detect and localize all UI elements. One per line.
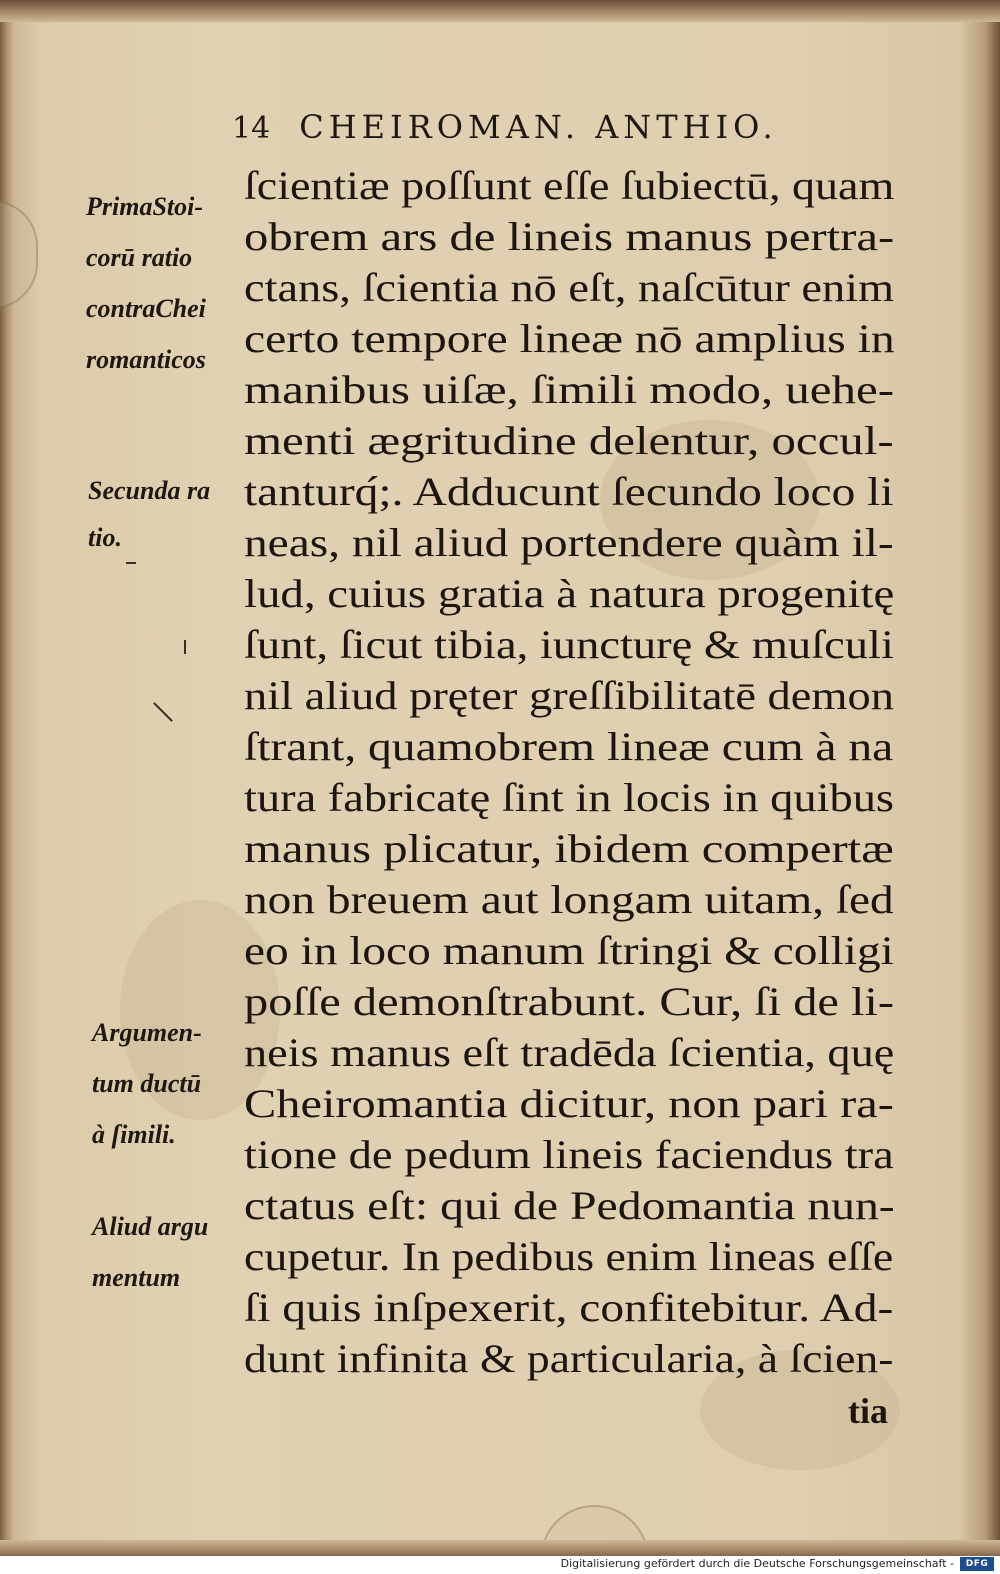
marginal-note: mentum (92, 1263, 181, 1292)
marginal-note: à ſimili. (92, 1120, 176, 1149)
marginal-note: Argumen- (92, 1018, 202, 1047)
text-line: Cheiromantia dicitur, non pari ra- (244, 1081, 894, 1126)
text-line: manibus uiſæ, ſimili modo, uehe- (244, 367, 895, 412)
text-line: non breuem aut longam uitam, ſed (244, 877, 894, 922)
text-line: tura fabricatę ſint in locis in quibus (244, 775, 895, 820)
text-line: lud, cuius gratia à natura progenitę (244, 571, 895, 616)
marginal-note: Secunda ra (88, 476, 211, 505)
text-line: poſſe demonſtrabunt. Cur, ſi de li- (244, 979, 894, 1024)
marginal-note: contraChei (86, 294, 206, 323)
marginal-note: tio. (88, 523, 122, 552)
marginal-note: corū ratio (86, 243, 193, 272)
text-line: tanturq́;. Adducunt ſecundo loco li (244, 469, 894, 514)
text-line: cupetur. In pedibus enim lineas eſſe (244, 1234, 894, 1279)
running-head: CHEIROMAN. ANTHIO. (299, 108, 778, 146)
text-line: nil aliud pręter greſſibilitatē demon (244, 673, 894, 718)
text-line: obrem ars de lineis manus pertra- (244, 214, 895, 259)
text-line: ſtrant, quamobrem lineæ cum à na (244, 724, 894, 769)
text-line: menti ægritudine delentur, occul- (244, 418, 894, 463)
text-line: certo tempore lineæ nō amplius in (244, 316, 895, 361)
ink-mark (184, 640, 186, 654)
text-line: eo in loco manum ſtringi & colligi (244, 928, 894, 973)
marginal-note: PrimaStoi- (86, 192, 204, 221)
folio-number: 14 (232, 111, 271, 146)
marginal-note: romanticos (86, 345, 206, 374)
text-line: dunt infinita & particularia, à ſcien- (244, 1336, 894, 1381)
marginal-note: Aliud argu (92, 1212, 209, 1241)
page-top-edge (0, 0, 1000, 22)
text-line: neas, nil aliud portendere quàm il- (244, 520, 894, 565)
digitization-credit: Digitalisierung gefördert durch die Deutsche Forschungsgemeinschaft - (560, 1557, 954, 1570)
marginal-note: tum ductū (92, 1069, 202, 1098)
page-header (232, 108, 852, 146)
clasp-shadow-left (0, 200, 38, 309)
text-line: ctans, ſcientia nō eſt, naſcūtur enim (244, 265, 895, 310)
text-line: tione de pedum lineis faciendus tra (244, 1132, 894, 1177)
text-line: neis manus eſt tradēda ſcientia, quę (244, 1030, 895, 1075)
text-line: manus plicatur, ibidem compertæ (244, 826, 894, 871)
text-line: ctatus eſt: qui de Pedomantia nun- (244, 1183, 895, 1228)
text-line: ſunt, ſicut tibia, iuncturę & muſculi (244, 622, 894, 667)
ink-mark (153, 702, 173, 722)
catchword: tia (848, 1391, 888, 1431)
text-line: ſi quis inſpexerit, confitebitur. Ad- (244, 1285, 894, 1330)
text-line: ſcientiæ poſſunt eſſe ſubiectū, quam (244, 163, 895, 208)
ink-mark (126, 562, 136, 564)
dfg-logo: DFG (960, 1557, 994, 1571)
